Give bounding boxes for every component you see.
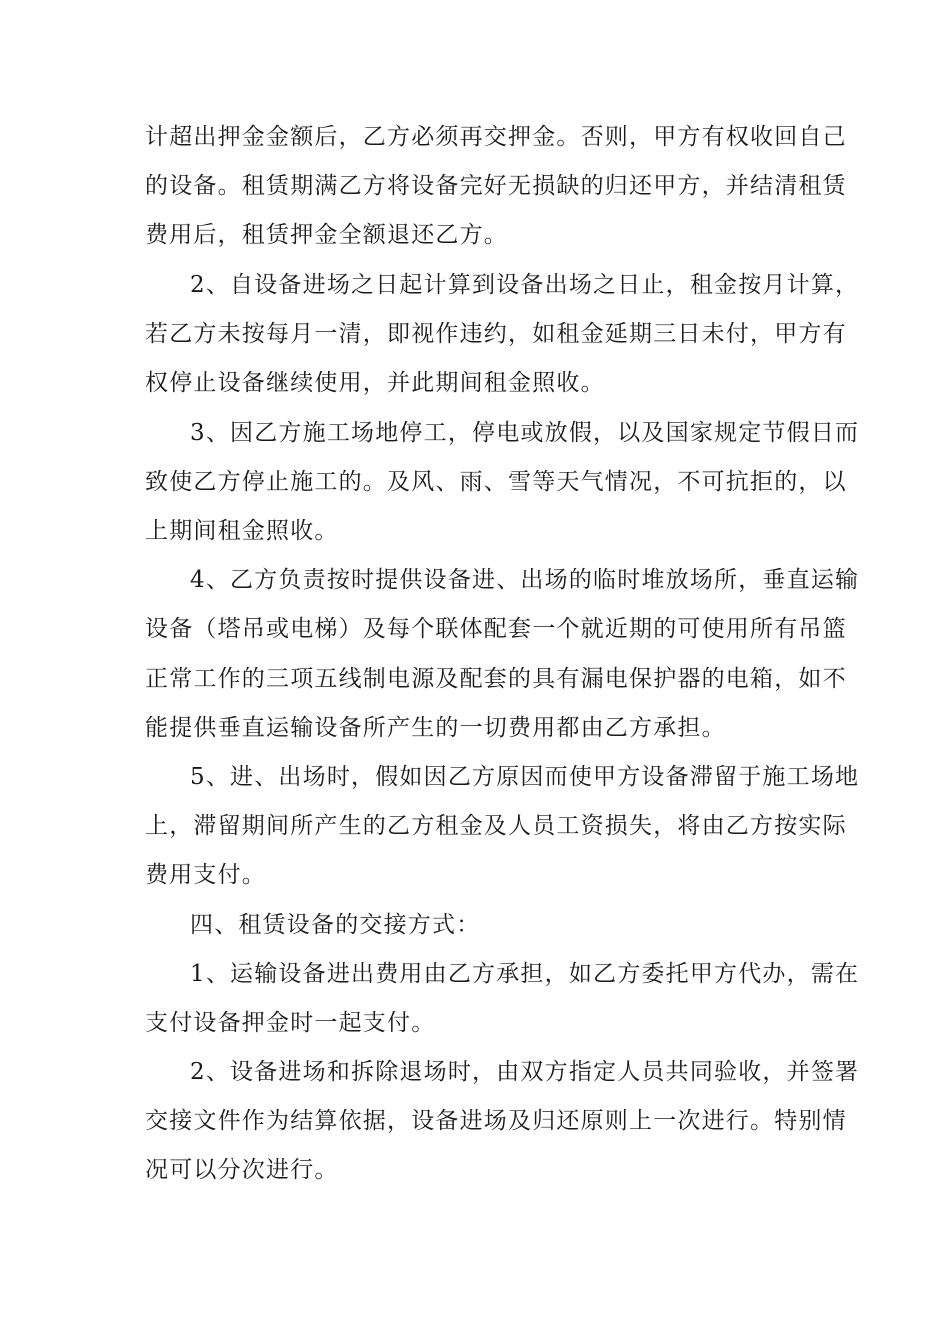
text-line-3: 费用后，租赁押金全额退还乙方。 — [145, 222, 508, 248]
text-line-21: 交接文件作为结算依据，设备进场及归还原则上一次进行。特别情 — [145, 1108, 847, 1134]
text-line-14: 5、进、出场时，假如因乙方原因而使甲方设备滞留于施工场地 — [190, 764, 860, 790]
text-line-20: 2、设备进场和拆除退场时，由双方指定人员共同验收，并签署 — [190, 1059, 860, 1085]
section-heading: 四、租赁设备的交接方式： — [190, 912, 481, 938]
text-line-13: 能提供垂直运输设备所产生的一切费用都由乙方承担。 — [145, 715, 726, 741]
text-line-8: 致使乙方停止施工的。及风、雨、雪等天气情况，不可抗拒的，以 — [145, 469, 847, 495]
text-line-7: 3、因乙方施工场地停工，停电或放假，以及国家规定节假日而 — [190, 420, 860, 446]
text-line-19: 支付设备押金时一起支付。 — [145, 1010, 436, 1036]
text-line-11: 设备（塔吊或电梯）及每个联体配套一个就近期的可使用所有吊篮 — [145, 616, 847, 642]
text-line-9: 上期间租金照收。 — [145, 518, 339, 544]
text-line-1: 计超出押金金额后，乙方必须再交押金。否则，甲方有权收回自己 — [145, 124, 847, 150]
text-line-5: 若乙方未按每月一清，即视作违约，如租金延期三日未付，甲方有 — [145, 321, 847, 347]
text-line-4: 2、自设备进场之日起计算到设备出场之日止，租金按月计算， — [190, 272, 860, 298]
text-line-6: 权停止设备继续使用，并此期间租金照收。 — [145, 370, 605, 396]
text-line-2: 的设备。租赁期满乙方将设备完好无损缺的归还甲方，并结清租赁 — [145, 173, 847, 199]
text-line-15: 上，滞留期间所产生的乙方租金及人员工资损失，将由乙方按实际 — [145, 813, 847, 839]
text-line-12: 正常工作的三项五线制电源及配套的具有漏电保护器的电箱，如不 — [145, 666, 847, 692]
text-line-10: 4、乙方负责按时提供设备进、出场的临时堆放场所，垂直运输 — [190, 567, 860, 593]
text-line-22: 况可以分次进行。 — [145, 1157, 339, 1183]
text-line-18: 1、运输设备进出费用由乙方承担，如乙方委托甲方代办，需在 — [190, 961, 860, 987]
text-line-16: 费用支付。 — [145, 862, 266, 888]
